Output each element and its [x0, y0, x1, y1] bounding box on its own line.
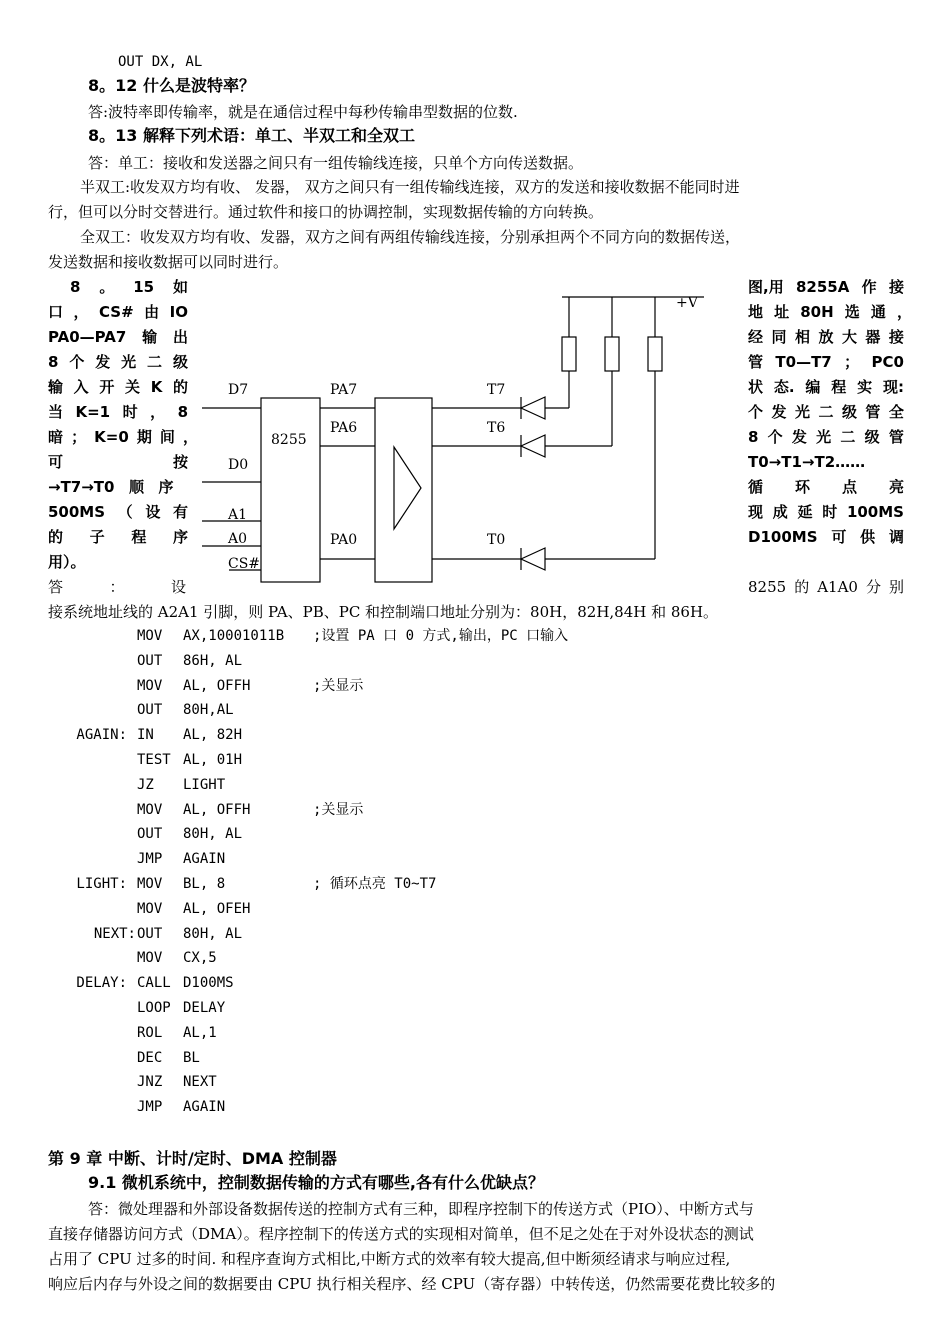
code-opcode: ROL	[137, 1025, 163, 1041]
code-opcode: MOV	[137, 802, 163, 818]
code-opcode: DEC	[137, 1050, 163, 1066]
right-line: 循 环 点 亮	[748, 478, 904, 496]
answer-9-1-line3: 占用了 CPU 过多的时间. 和程序查询方式相比,中断方式的效率有较大提高,但中断须经请求与响应过程,	[48, 1250, 731, 1268]
resistor-3-icon	[648, 297, 662, 559]
question-8-13-title: 8。13 解释下列术语：单工、半双工和全双工	[88, 126, 415, 145]
chip-8255-body	[261, 398, 320, 582]
left-line: 可 按	[48, 453, 188, 471]
left-line: 8 个 发 光 二 级	[48, 353, 188, 371]
right-line: 经 同 相 放 大 器 接	[748, 328, 904, 346]
buffer-block	[375, 398, 432, 582]
code-operands: CX,5	[183, 950, 217, 966]
code-opcode: MOV	[137, 950, 163, 966]
question-8-12-title: 8。12 什么是波特率？	[88, 76, 255, 95]
answer-half-duplex-line1: 半双工:收发双方均有收、 发器， 双方之间只有一组传输线连接，双方的发送和接收数据不能同时进	[80, 178, 740, 196]
code-opcode: OUT	[137, 702, 163, 718]
code-opcode: JNZ	[137, 1074, 163, 1090]
answer-8-15-address: 接系统地址线的 A2A1 引脚，则 PA、PB、PC 和控制端口地址分别为：80H，82H,84H 和 86H。	[48, 603, 719, 621]
code-label: AGAIN:	[76, 727, 127, 743]
answer-half-duplex-line2: 行，但可以分时交替进行。通过软件和接口的协调控制，实现数据传输的方向转换。	[48, 203, 604, 221]
pin-label-a0: A0	[228, 531, 248, 547]
left-line: 输 入 开 关 K 的	[48, 378, 188, 396]
code-opcode: OUT	[137, 826, 163, 842]
right-line: 图,用 8255A 作 接	[748, 278, 904, 296]
left-line: PA0—PA7 输 出	[48, 328, 188, 346]
resistor-2-icon	[605, 297, 619, 446]
left-line: 的 子 程 序	[48, 528, 188, 546]
pin-label-cs: CS#	[228, 556, 261, 572]
chip-label: 8255	[271, 432, 307, 448]
code-label: LIGHT:	[76, 876, 127, 892]
code-comment: ;关显示	[313, 802, 364, 818]
question-8-12-answer: 答:波特率即传输率，就是在通信过程中每秒传输串型数据的位数.	[88, 103, 518, 121]
code-label: DELAY:	[76, 975, 127, 991]
code-operands: BL	[183, 1050, 200, 1066]
left-line: →T7→T0 顺 序	[48, 478, 174, 496]
answer-full-duplex-line2: 发送数据和接收数据可以同时进行。	[48, 253, 289, 271]
pin-label-d0: D0	[228, 457, 249, 473]
code-operands: AL,1	[183, 1025, 217, 1041]
code-opcode: OUT	[137, 653, 163, 669]
left-line: 8 。 15 如	[70, 278, 188, 296]
right-line: 现 成 延 时 100MS	[748, 503, 904, 521]
code-opcode: IN	[137, 727, 154, 743]
code-operands: AGAIN	[183, 1099, 226, 1115]
circuit-diagram	[190, 282, 750, 592]
output-label-t6: T6	[487, 420, 506, 436]
right-line: 个 发 光 二 级 管 全	[748, 403, 904, 421]
question-9-1-title: 9.1 微机系统中，控制数据传输的方式有哪些,各有什么优缺点？	[88, 1173, 544, 1192]
right-line: 状 态. 编 程 实 现:	[748, 378, 904, 396]
pin-label-d7: D7	[228, 382, 249, 398]
amplifier-triangle-icon	[394, 447, 421, 529]
code-operands: D100MS	[183, 975, 234, 991]
diode-t6-icon	[521, 435, 612, 457]
left-line: 口 ， CS# 由 IO	[48, 303, 188, 321]
code-operands: AL, OFFH	[183, 678, 251, 694]
code-comment: ;设置 PA 口 0 方式,输出，PC 口输入	[313, 628, 569, 644]
code-operands: 80H,AL	[183, 702, 234, 718]
diode-t7-icon	[521, 397, 569, 419]
code-operands: AL, 82H	[183, 727, 243, 743]
code-opcode: MOV	[137, 628, 163, 644]
resistor-1-icon	[562, 297, 576, 408]
answer-9-1-line1: 答：微处理器和外部设备数据传送的控制方式有三种，即程序控制下的传送方式（PIO）、中断方式与	[88, 1200, 754, 1218]
code-operands: BL, 8	[183, 876, 226, 892]
answer-9-1-line4: 响应后内存与外设之间的数据要由 CPU 执行相关程序、经 CPU（寄存器）中转传送，仍然需要花费比较多的	[48, 1275, 776, 1293]
code-operands: AL, 01H	[183, 752, 243, 768]
output-label-t7: T7	[487, 382, 506, 398]
right-line: 8 个 发 光 二 级 管	[748, 428, 904, 446]
code-comment: ; 循环点亮 T0~T7	[313, 876, 437, 892]
port-label-pa0: PA0	[330, 532, 358, 548]
answer-left-line: 答 ： 设	[48, 578, 186, 596]
code-operands: 80H, AL	[183, 926, 243, 942]
code-opcode: TEST	[137, 752, 171, 768]
left-line: 暗 ； K=0 期 间 ，	[48, 428, 198, 446]
right-line: T0→T1→T2……	[748, 453, 866, 471]
supply-label: +V	[676, 295, 698, 311]
code-operands: DELAY	[183, 1000, 226, 1016]
code-opcode: MOV	[137, 876, 163, 892]
code-comment: ;关显示	[313, 678, 364, 694]
right-line: D100MS 可 供 调	[748, 528, 904, 546]
answer-9-1-line2: 直接存储器访问方式（DMA）。程序控制下的传送方式的实现相对简单，但不足之处在于对外设状态的测试	[48, 1225, 754, 1243]
output-label-t0: T0	[487, 532, 506, 548]
left-line: 500MS （ 设 有	[48, 503, 188, 521]
pin-label-a1: A1	[228, 507, 248, 523]
code-operands: AL, OFFH	[183, 802, 251, 818]
code-operands: 86H, AL	[183, 653, 243, 669]
code-operands: LIGHT	[183, 777, 226, 793]
code-operands: AGAIN	[183, 851, 226, 867]
code-opcode: LOOP	[137, 1000, 171, 1016]
code-opcode: CALL	[137, 975, 171, 991]
answer-full-duplex-line1: 全双工：收发双方均有收、发器，双方之间有两组传输线连接，分别承担两个不同方向的数据传送，	[80, 228, 741, 246]
code-opcode: MOV	[137, 678, 163, 694]
code-operands: AX,10001011B	[183, 628, 285, 644]
left-line: 当 K=1 时 ， 8	[48, 403, 188, 421]
code-opcode: JZ	[137, 777, 154, 793]
port-label-pa7: PA7	[330, 382, 358, 398]
code-opcode: OUT	[137, 926, 163, 942]
right-line: 地 址 80H 选 通 ，	[748, 303, 912, 321]
chapter-9-title: 第 9 章 中断、计时/定时、DMA 控制器	[48, 1149, 337, 1168]
code-opcode: MOV	[137, 901, 163, 917]
left-line: 用）。	[48, 553, 86, 571]
answer-simplex: 答：单工：接收和发送器之间只有一组传输线连接，只单个方向传送数据。	[88, 154, 584, 172]
code-operands: AL, OFEH	[183, 901, 251, 917]
code-line-out: OUT DX, AL	[118, 54, 203, 70]
code-operands: 80H, AL	[183, 826, 243, 842]
code-opcode: JMP	[137, 1099, 163, 1115]
right-line: 管 T0—T7 ； PC0	[748, 353, 904, 371]
code-opcode: JMP	[137, 851, 163, 867]
code-operands: NEXT	[183, 1074, 217, 1090]
answer-right-line: 8255 的 A1A0 分 别	[748, 578, 904, 596]
code-label: NEXT:	[93, 926, 136, 942]
port-label-pa6: PA6	[330, 420, 358, 436]
diode-t0-icon	[521, 548, 655, 570]
